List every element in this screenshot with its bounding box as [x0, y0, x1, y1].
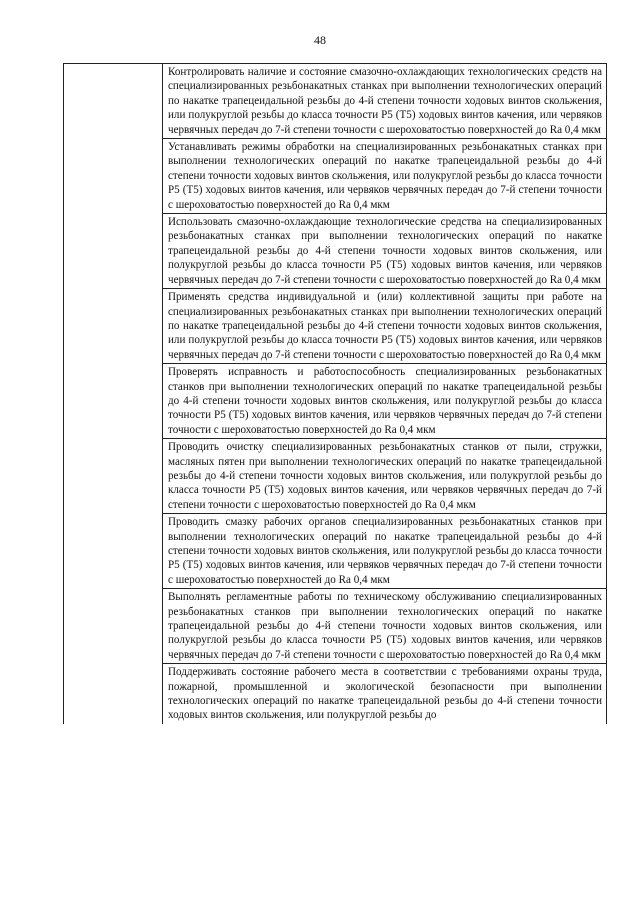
skill-cell — [163, 64, 607, 139]
skill-text: Поддерживать состояние рабочего места в соответствии с требованиями охраны труда, пожарной, промышленной и экологической безопасности при выполнении технологических операций по накатке трапецеидальной резьбы до 4-й степени точности ходовых винтов скольжения, или полукруглой резьбы до — [168, 666, 602, 722]
skill-text: Применять средства индивидуальной и (или) коллективной защиты при работе на специализированных резьбонакатных станках при выполнении технологических операций по накатке трапецеидальной резьбы до 4-й степени точности ходовых винтов скольжения, или полукруглой резьбы до класса точности Р5 (Т5) ходовых винтов качения, или червяков червячных передач до 7-й степени точности с шероховатостью поверхностей до Ra 0,4 мкм — [168, 291, 602, 361]
skills-table-container — [63, 63, 607, 724]
skill-cell — [163, 289, 607, 364]
skill-cell — [163, 439, 607, 514]
skill-cell — [163, 139, 607, 214]
skill-cell — [163, 664, 607, 724]
skills-table — [64, 64, 606, 724]
skill-text: Устанавливать режимы обработки на специализированных резьбонакатных станках при выполнении технологических операций по накатке трапецеидальной резьбы до 4-й степени точности ходовых винтов скольжения, или полукруглой резьбы до класса точности Р5 (Т5) ходовых винтов качения, или червяков червячных передач до 7-й степени точности с шероховатостью поверхностей до Ra 0,4 мкм — [168, 141, 602, 211]
skill-cell — [163, 214, 607, 289]
skill-text: Выполнять регламентные работы по техническому обслуживанию специализированных резьбонакатных станков при выполнении технологических операций по накатке трапецеидальной резьбы до 4-й степени точности ходовых винтов скольжения, или полукруглой резьбы до класса точности Р5 (Т5) ходовых винтов качения, или червяков червячных передач до 7-й степени точности с шероховатостью поверхностей до Ra 0,4 мкм — [168, 591, 602, 661]
table-row — [64, 64, 606, 139]
empty-left-cell — [64, 64, 163, 724]
skill-cell — [163, 589, 607, 664]
page-number: 48 — [314, 33, 326, 47]
skill-text: Проводить очистку специализированных резьбонакатных станков от пыли, стружки, масляных пятен при выполнении технологических операций по накатке трапецеидальной резьбы до 4-й степени точности ходовых винтов скольжения, или полукруглой резьбы до класса точности Р5 (Т5) ходовых винтов качения, или червяков червячных передач до 7-й степени точности с шероховатостью поверхностей до Ra 0,4 мкм — [168, 441, 602, 511]
skill-cell — [163, 364, 607, 439]
skill-text: Проводить смазку рабочих органов специализированных резьбонакатных станков при выполнении технологических операций по накатке трапецеидальной резьбы до 4-й степени точности ходовых винтов скольжения, или полукруглой резьбы до класса точности Р5 (Т5) ходовых винтов качения, или червяков червячных передач до 7-й степени точности с шероховатостью поверхностей до Ra 0,4 мкм — [168, 516, 602, 586]
skill-text: Контролировать наличие и состояние смазочно-охлаждающих технологических средств на специализированных резьбонакатных станках при выполнении технологических операций по накатке трапецеидальной резьбы до 4-й степени точности ходовых винтов скольжения, или полукруглой резьбы до класса точности Р5 (Т5) ходовых винтов качения, или червяков червячных передач до 7-й степени точности с шероховатостью поверхностей до Ra 0,4 мкм — [168, 66, 602, 136]
skill-text: Использовать смазочно-охлаждающие технологические средства на специализированных резьбонакатных станках при выполнении технологических операций по накатке трапецеидальной резьбы до 4-й степени точности ходовых винтов скольжения, или полукруглой резьбы до класса точности Р5 (Т5) ходовых винтов качения, или червяков червячных передач до 7-й степени точности с шероховатостью поверхностей до Ra 0,4 мкм — [168, 216, 602, 286]
skill-text: Проверять исправность и работоспособность специализированных резьбонакатных станков при выполнении технологических операций по накатке трапецеидальной резьбы до 4-й степени точности ходовых винтов скольжения, или полукруглой резьбы до класса точности Р5 (Т5) ходовых винтов качения, или червяков червячных передач до 7-й степени точности с шероховатостью поверхностей до Ra 0,4 мкм — [168, 366, 602, 436]
skill-cell — [163, 514, 607, 589]
